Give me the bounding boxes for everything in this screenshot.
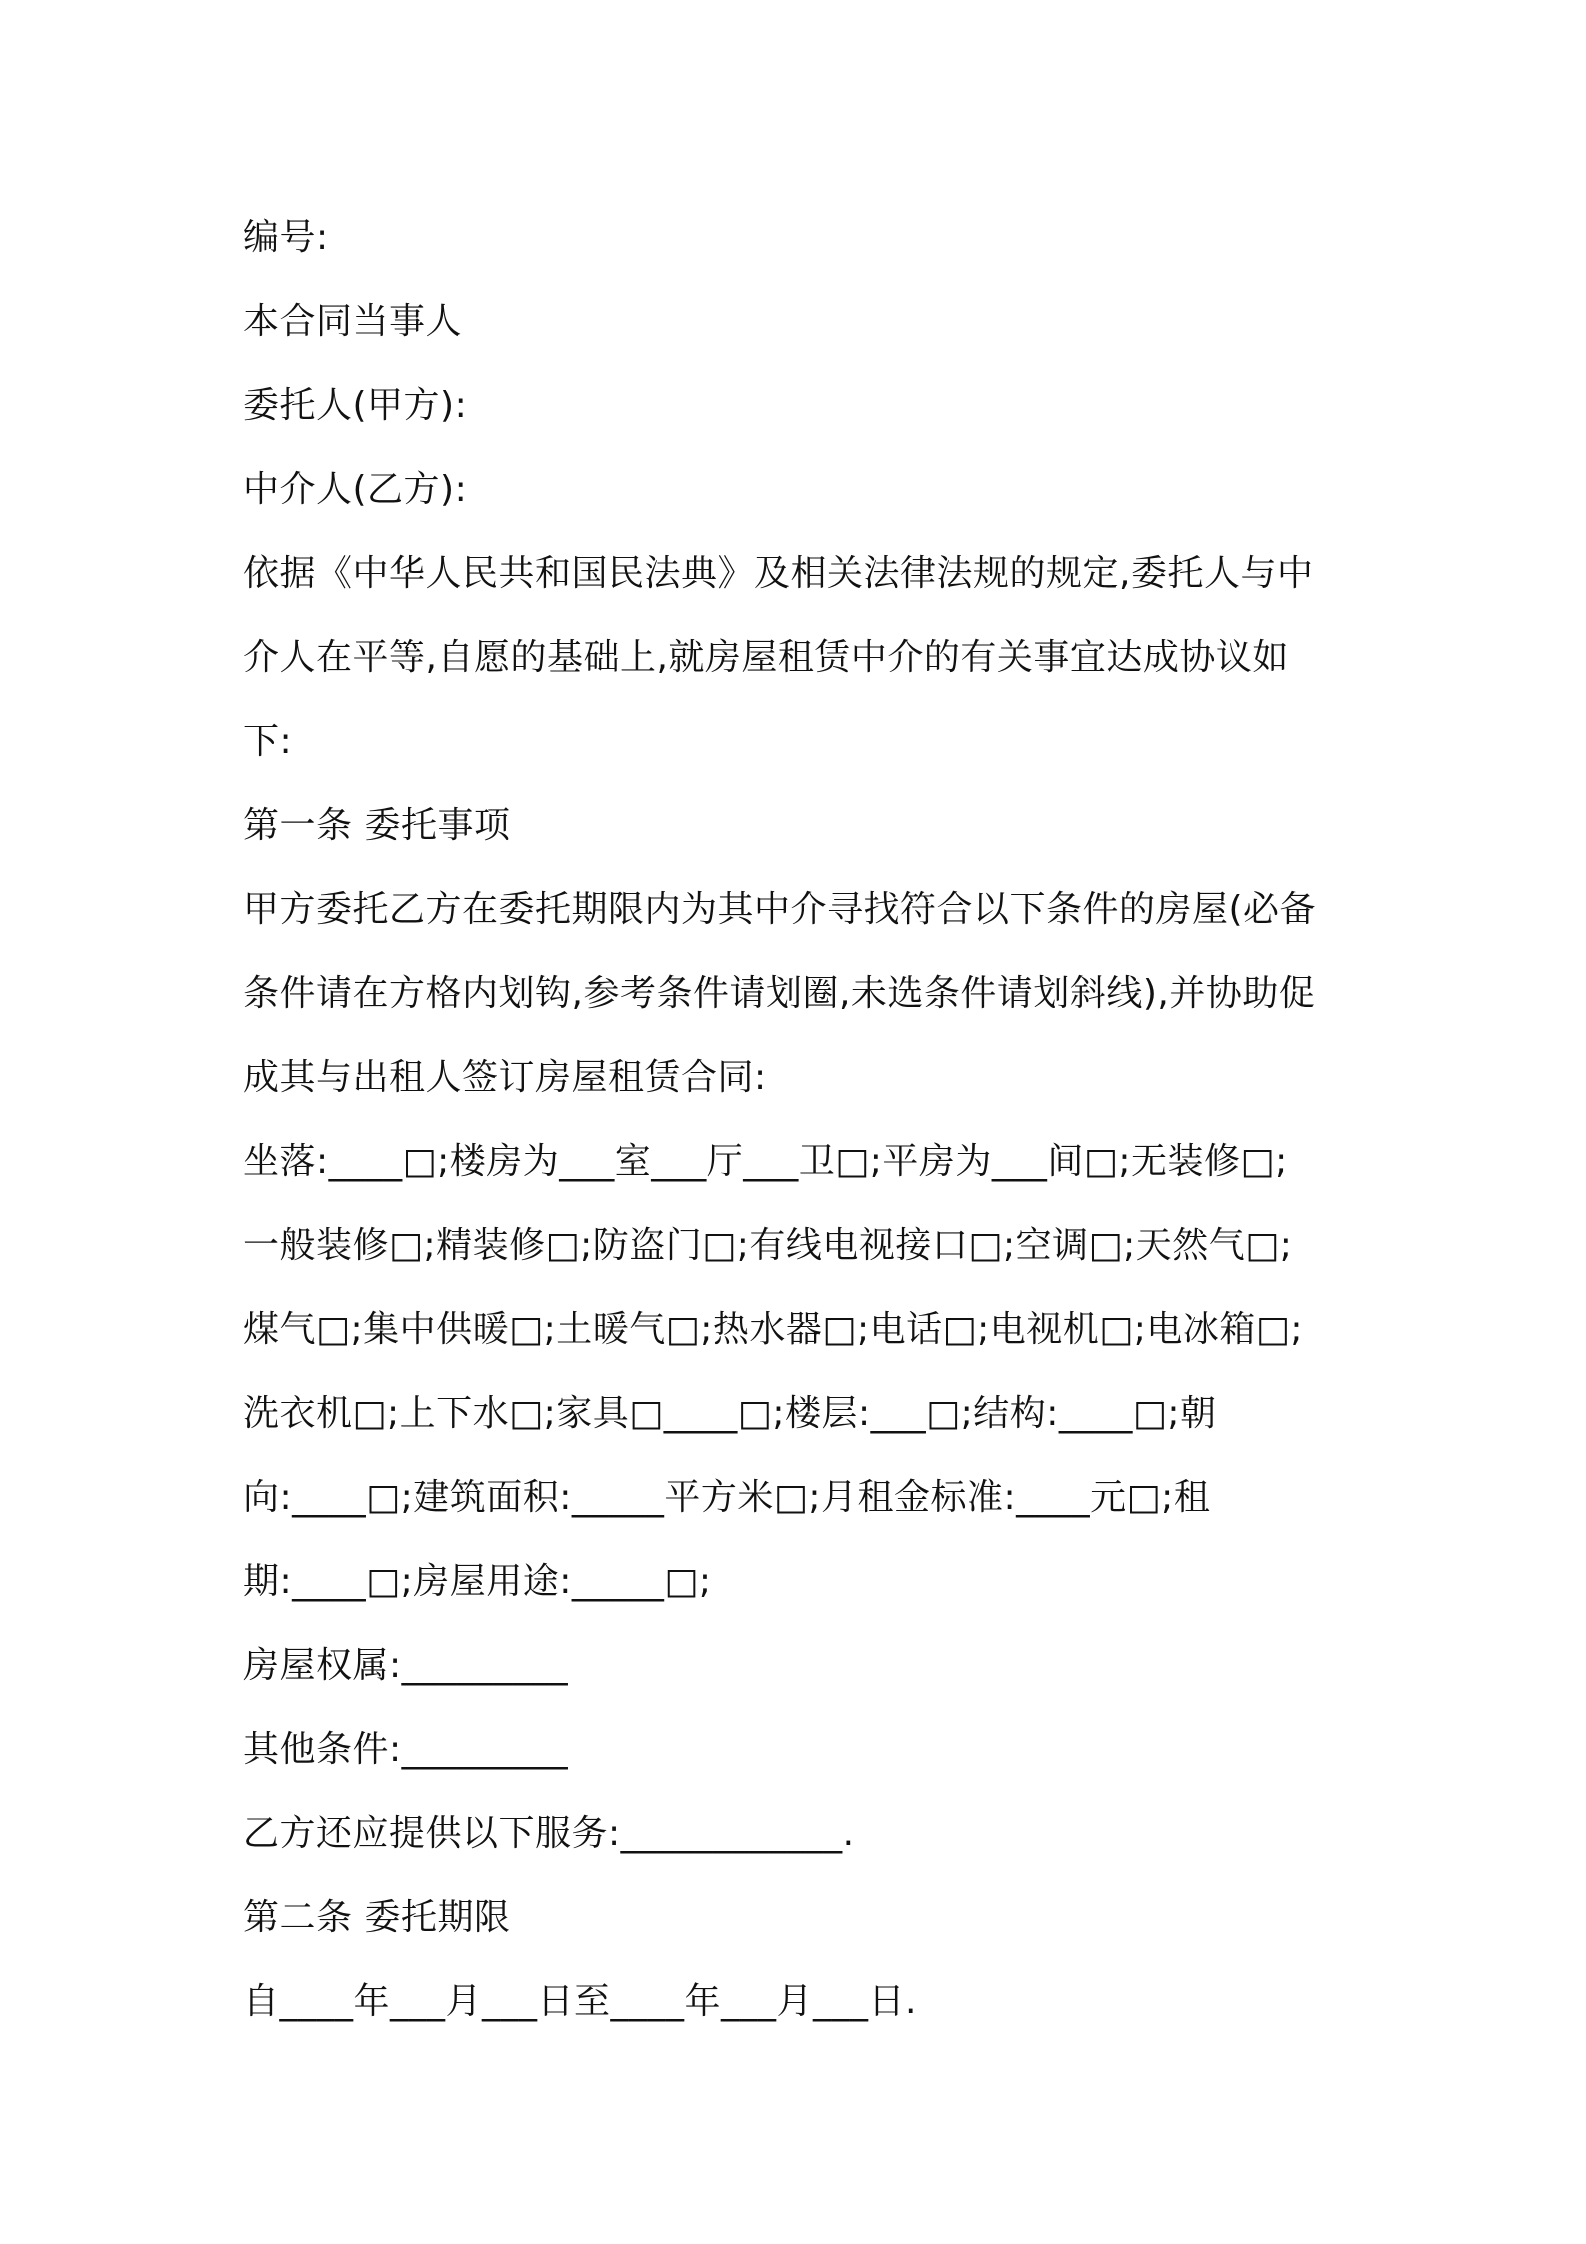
preamble-line-2: 介人在平等,自愿的基础上,就房屋租赁中介的有关事宜达成协议如 bbox=[243, 637, 1289, 678]
article-2-heading: 第二条 委托期限 bbox=[243, 1897, 511, 1938]
conditions-line-4: 洗衣机□;上下水□;家具□____□;楼层:___□;结构:____□;朝 bbox=[243, 1393, 1217, 1434]
conditions-line-3: 煤气□;集中供暖□;土暖气□;热水器□;电话□;电视机□;电冰箱□; bbox=[243, 1309, 1303, 1350]
conditions-line-5: 向:____□;建筑面积:_____平方米□;月租金标准:____元□;租 bbox=[243, 1477, 1211, 1518]
ownership-field: 房屋权属:_________ bbox=[243, 1645, 569, 1686]
preamble-line-3: 下: bbox=[243, 721, 293, 762]
conditions-line-6: 期:____□;房屋用途:_____□; bbox=[243, 1561, 712, 1602]
parties-heading: 本合同当事人 bbox=[243, 301, 463, 342]
article-1-line-1: 甲方委托乙方在委托期限内为其中介寻找符合以下条件的房屋(必备 bbox=[243, 889, 1317, 930]
preamble-line-1: 依据《中华人民共和国民法典》及相关法律法规的规定,委托人与中 bbox=[243, 553, 1314, 594]
other-conditions-field: 其他条件:_________ bbox=[243, 1729, 569, 1770]
conditions-line-1: 坐落:____□;楼房为___室___厅___卫□;平房为___间□;无装修□; bbox=[243, 1141, 1288, 1182]
article-1-heading: 第一条 委托事项 bbox=[243, 805, 511, 846]
extra-services-field: 乙方还应提供以下服务:____________. bbox=[243, 1813, 855, 1854]
contract-number-label: 编号: bbox=[243, 217, 329, 258]
principal-party-label: 委托人(甲方): bbox=[243, 385, 468, 426]
article-1-line-2: 条件请在方格内划钩,参考条件请划圈,未选条件请划斜线),并协助促 bbox=[243, 973, 1316, 1014]
intermediary-party-label: 中介人(乙方): bbox=[243, 469, 468, 510]
article-1-line-3: 成其与出租人签订房屋租赁合同: bbox=[243, 1057, 767, 1098]
conditions-line-2: 一般装修□;精装修□;防盗门□;有线电视接口□;空调□;天然气□; bbox=[243, 1225, 1293, 1266]
document-page bbox=[243, 196, 1353, 2044]
term-dates-field: 自____年___月___日至____年___月___日. bbox=[243, 1981, 917, 2022]
